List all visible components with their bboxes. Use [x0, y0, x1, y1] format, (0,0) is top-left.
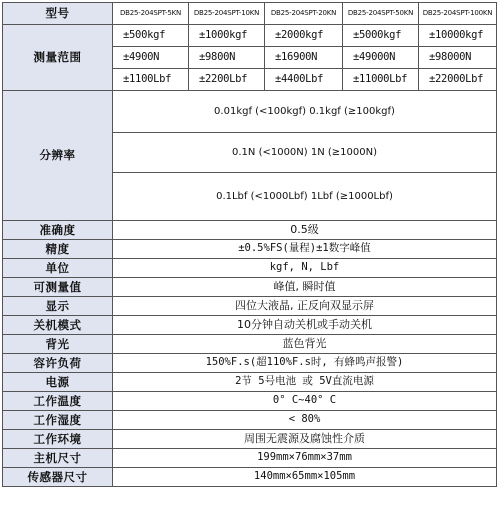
range-value: ±5000kgf	[343, 25, 419, 47]
range-value: ±1000kgf	[189, 25, 265, 47]
model-name: DB25-204SPT-20KN	[265, 3, 343, 25]
range-value: ±98000N	[419, 47, 497, 69]
range-value: ±10000kgf	[419, 25, 497, 47]
spec-value: 10分钟自动关机或手动关机	[113, 316, 497, 335]
spec-value: 周围无震源及腐蚀性介质	[113, 430, 497, 449]
spec-value: 140mm×65mm×105mm	[113, 468, 497, 487]
spec-value: 四位大液晶, 正反向双显示屏	[113, 297, 497, 316]
spec-value: < 80%	[113, 411, 497, 430]
spec-label: 背光	[3, 335, 113, 354]
range-value: ±500kgf	[113, 25, 189, 47]
spec-label: 可测量值	[3, 278, 113, 297]
spec-label: 主机尺寸	[3, 449, 113, 468]
model-label: 型号	[3, 3, 113, 25]
spec-row	[3, 297, 497, 316]
range-value: ±9800N	[189, 47, 265, 69]
resolution-value: 0.01kgf (<100kgf) 0.1kgf (≥100kgf)	[113, 91, 497, 133]
spec-label: 工作温度	[3, 392, 113, 411]
spec-row	[3, 373, 497, 392]
range-value: ±4400Lbf	[265, 69, 343, 91]
spec-row	[3, 449, 497, 468]
spec-row	[3, 430, 497, 449]
spec-row	[3, 221, 497, 240]
model-name: DB25-204SPT-50KN	[343, 3, 419, 25]
spec-value: ±0.5%FS(量程)±1数字峰值	[113, 240, 497, 259]
spec-row	[3, 240, 497, 259]
spec-value: 0.5级	[113, 221, 497, 240]
spec-value: kgf, N, Lbf	[113, 259, 497, 278]
range-row-kgf	[3, 25, 497, 47]
resolution-row-kgf	[3, 91, 497, 133]
spec-value: 2节 5号电池 或 5V直流电源	[113, 373, 497, 392]
range-value: ±4900N	[113, 47, 189, 69]
spec-row	[3, 259, 497, 278]
resolution-value: 0.1Lbf (<1000Lbf) 1Lbf (≥1000Lbf)	[113, 173, 497, 221]
range-value: ±49000N	[343, 47, 419, 69]
range-value: ±1100Lbf	[113, 69, 189, 91]
spec-label: 电源	[3, 373, 113, 392]
spec-value: 199mm×76mm×37mm	[113, 449, 497, 468]
spec-value: 峰值, 瞬时值	[113, 278, 497, 297]
spec-row	[3, 354, 497, 373]
spec-table-container	[2, 2, 496, 528]
spec-row	[3, 392, 497, 411]
spec-label: 单位	[3, 259, 113, 278]
spec-row	[3, 468, 497, 487]
spec-row	[3, 411, 497, 430]
spec-row	[3, 316, 497, 335]
spec-label: 精度	[3, 240, 113, 259]
spec-label: 工作环境	[3, 430, 113, 449]
spec-label: 显示	[3, 297, 113, 316]
range-label: 测量范围	[3, 25, 113, 91]
spec-value: 150%F.s(超110%F.s时, 有蜂鸣声报警)	[113, 354, 497, 373]
range-value: ±16900N	[265, 47, 343, 69]
range-value: ±2000kgf	[265, 25, 343, 47]
header-row	[3, 3, 497, 25]
range-value: ±2200Lbf	[189, 69, 265, 91]
range-value: ±11000Lbf	[343, 69, 419, 91]
spec-row	[3, 278, 497, 297]
spec-label: 传感器尺寸	[3, 468, 113, 487]
spec-label: 工作湿度	[3, 411, 113, 430]
resolution-value: 0.1N (<1000N) 1N (≥1000N)	[113, 133, 497, 173]
spec-label: 容许负荷	[3, 354, 113, 373]
spec-value: 0° C~40° C	[113, 392, 497, 411]
spec-value: 蓝色背光	[113, 335, 497, 354]
range-value: ±22000Lbf	[419, 69, 497, 91]
model-name: DB25-204SPT-100KN	[419, 3, 497, 25]
resolution-label: 分辨率	[3, 91, 113, 221]
spec-row	[3, 335, 497, 354]
spec-table	[2, 2, 497, 487]
spec-label: 准确度	[3, 221, 113, 240]
spec-label: 关机模式	[3, 316, 113, 335]
model-name: DB25-204SPT-10KN	[189, 3, 265, 25]
model-name: DB25-204SPT-5KN	[113, 3, 189, 25]
